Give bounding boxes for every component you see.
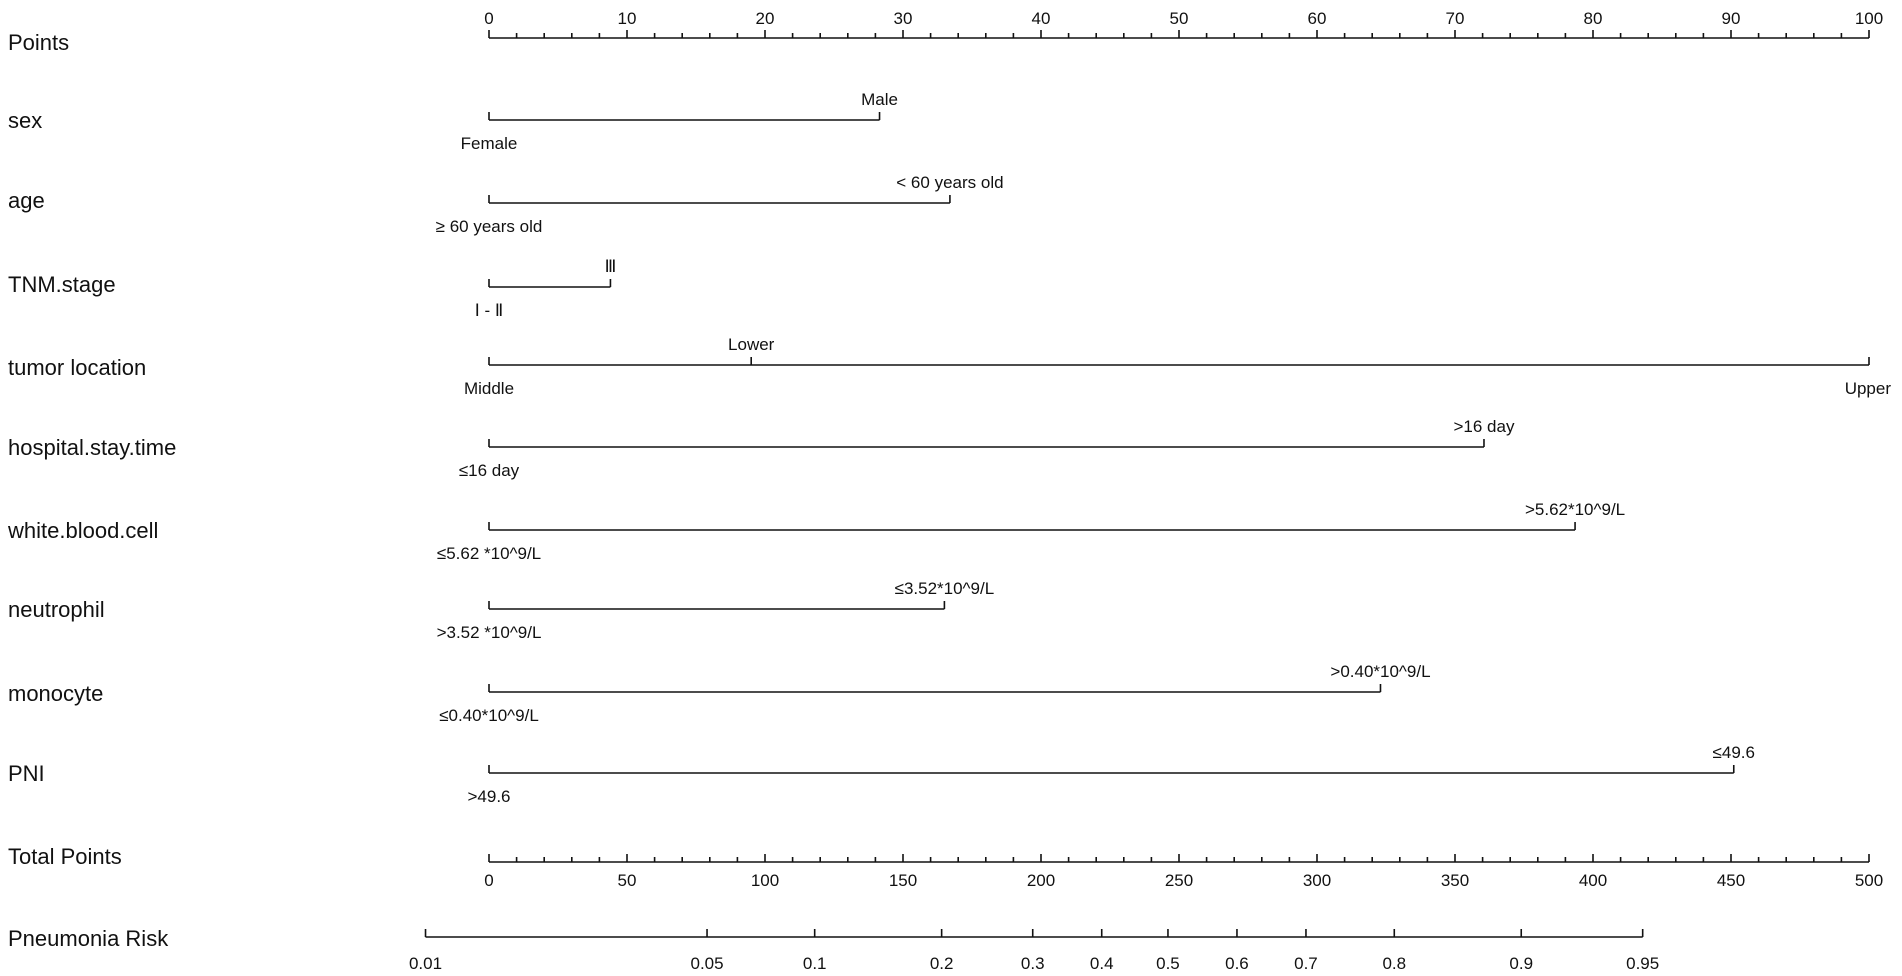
risk-tick-label: 0.1	[802, 954, 827, 973]
points-axis-label: Points	[8, 30, 70, 55]
risk-tick-label: 0.8	[1382, 954, 1407, 973]
total-points-tick-label: 450	[1716, 871, 1746, 890]
variable-label-sex: sex	[8, 108, 43, 133]
level-label-tnm-stage: Ⅲ	[604, 257, 617, 276]
level-label-sex: Male	[861, 90, 898, 109]
risk-tick-label: 0.7	[1294, 954, 1318, 973]
risk-axis-label: Pneumonia Risk	[8, 926, 169, 951]
variable-label-tnm-stage: TNM.stage	[8, 272, 116, 297]
level-label-neutrophil: >3.52 *10^9/L	[436, 623, 542, 642]
variable-label-tumor-location: tumor location	[8, 355, 147, 380]
points-tick-label: 40	[1031, 9, 1051, 28]
points-tick-label: 30	[893, 9, 913, 28]
level-label-hospital-stay-time: >16 day	[1453, 417, 1515, 436]
points-tick-label: 70	[1445, 9, 1465, 28]
variable-label-neutrophil: neutrophil	[8, 597, 105, 622]
level-label-monocyte: >0.40*10^9/L	[1330, 662, 1431, 681]
level-label-hospital-stay-time: ≤16 day	[458, 461, 520, 480]
points-tick-label: 100	[1854, 9, 1884, 28]
level-label-tnm-stage: Ⅰ - Ⅱ	[474, 301, 504, 320]
level-label-tumor-location: Upper	[1844, 379, 1891, 398]
risk-tick-label: 0.9	[1509, 954, 1534, 973]
level-label-pni: ≤49.6	[1712, 743, 1755, 762]
risk-tick-label: 0.05	[690, 954, 724, 973]
level-label-age: < 60 years old	[896, 173, 1004, 192]
total-points-axis-label: Total Points	[8, 844, 122, 869]
level-label-pni: >49.6	[467, 787, 511, 806]
points-tick-label: 20	[755, 9, 775, 28]
total-points-tick-label: 300	[1302, 871, 1332, 890]
level-label-monocyte: ≤0.40*10^9/L	[439, 706, 539, 725]
total-points-tick-label: 500	[1854, 871, 1884, 890]
risk-tick-label: 0.2	[929, 954, 954, 973]
points-tick-label: 80	[1583, 9, 1603, 28]
variable-label-monocyte: monocyte	[8, 681, 104, 706]
points-tick-label: 50	[1169, 9, 1189, 28]
total-points-tick-label: 200	[1026, 871, 1056, 890]
level-label-white-blood-cell: ≤5.62 *10^9/L	[436, 544, 542, 563]
total-points-tick-label: 50	[617, 871, 637, 890]
risk-tick-label: 0.3	[1020, 954, 1045, 973]
total-points-tick-label: 0	[484, 871, 494, 890]
level-label-sex: Female	[460, 134, 518, 153]
risk-tick-label: 0.95	[1626, 954, 1660, 973]
total-points-tick-label: 350	[1440, 871, 1470, 890]
total-points-tick-label: 100	[750, 871, 780, 890]
level-label-neutrophil: ≤3.52*10^9/L	[894, 579, 995, 598]
risk-tick-label: 0.4	[1089, 954, 1114, 973]
points-tick-label: 90	[1721, 9, 1741, 28]
nomogram-rows	[7, 9, 1891, 973]
variable-label-pni: PNI	[8, 761, 45, 786]
total-points-tick-label: 250	[1164, 871, 1194, 890]
points-tick-label: 0	[484, 9, 494, 28]
risk-tick-label: 0.01	[408, 954, 443, 973]
points-tick-label: 60	[1307, 9, 1327, 28]
variable-label-age: age	[8, 188, 45, 213]
variable-label-hospital-stay-time: hospital.stay.time	[8, 435, 177, 460]
level-label-tumor-location: Middle	[463, 379, 515, 398]
level-label-tumor-location: Lower	[728, 335, 775, 354]
total-points-tick-label: 150	[888, 871, 918, 890]
level-label-age: ≥ 60 years old	[435, 217, 543, 236]
level-label-white-blood-cell: >5.62*10^9/L	[1524, 500, 1626, 519]
total-points-tick-label: 400	[1578, 871, 1608, 890]
points-tick-label: 10	[617, 9, 637, 28]
variable-label-white-blood-cell: white.blood.cell	[8, 518, 159, 543]
risk-tick-label: 0.6	[1225, 954, 1249, 973]
risk-tick-label: 0.5	[1156, 954, 1180, 973]
